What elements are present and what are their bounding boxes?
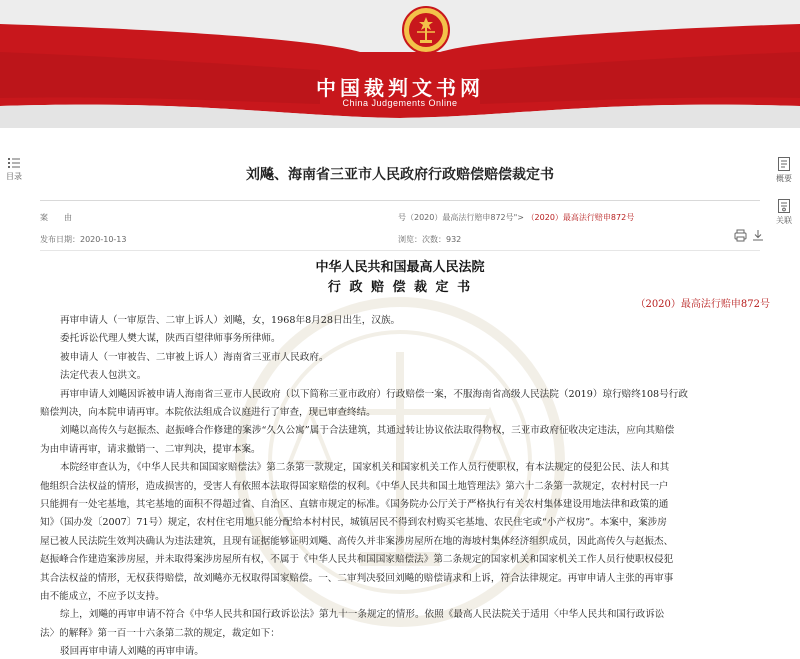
document-body-paragraphs [40,386,765,659]
reference-text [398,212,634,223]
document-title: 刘飚、海南省三亚市人民政府行政赔偿赔偿裁定书 [246,167,554,183]
body-line: 其合法权益的情形，无权获得赔偿，故刘飚亦无权取得国家赔偿。一、二审判决驳回刘飚的赔偿请求和上诉，符合法律规定。再审申请人主张的再审事 [40,572,674,584]
site-banner [0,0,800,128]
related-label: 关联 [776,216,792,225]
toc-label: 目录 [6,172,22,181]
print-icon[interactable] [735,230,746,241]
document-kind: 行 政 赔 偿 裁 定 书 [327,280,473,295]
view-count: 浏览：次数：932 [398,235,462,244]
site-subtitle: China Judgements Online [342,98,458,108]
body-line: 法〉的解释》第一百一十六条第二款的规定，裁定如下： [40,627,280,639]
meta-row-cause [40,212,760,228]
body-line: 委托诉讼代理人樊大谋，陕西百望律师事务所律师。 [60,333,281,345]
reference-case-number: （2020）最高法行赔申872号 [526,213,635,222]
summary-icon [776,156,792,172]
left-sidebar [3,156,25,196]
reference-raw: 号（2020）最高法行赔申872号"> [398,213,525,222]
case-number: （2020）最高法行赔申872号 [635,299,770,310]
body-line: 赔偿判决，向本院申请再审。本院依法组成合议庭进行了审查，现已审查终结。 [40,407,376,418]
summary-button[interactable] [770,156,798,184]
meta-divider [40,250,760,251]
document-tools [733,227,767,241]
court-emblem-icon [402,4,450,56]
body-line: 驳回再审申请人刘飚的再审申请。 [60,646,204,658]
body-line: 综上，刘飚的再审申请不符合《中华人民共和国行政诉讼法》第九十一条规定的情形。依照《最高人民法院关于适用〈中华人民共和国行政诉讼 [60,609,665,621]
title-divider [40,200,760,201]
site-title[interactable]: 中国裁判文书网 [316,76,484,100]
summary-label: 概要 [776,174,792,183]
right-sidebar [770,156,798,240]
body-line: 屋已被人民法院生效判决确认为违法建筑，且现有证据能够证明刘飚、高传久并非案涉房屋所在地的海坡村集体经济组织成员，因此高传久与赵振杰、 [40,535,674,547]
body-line: 只能拥有一处宅基地，其宅基地的面积不得超过省、自治区、直辖市规定的标准。《国务院办公厅关于严格执行有关农村集体建设用地法律和政策的通 [40,499,669,511]
related-icon [776,198,792,214]
toc-button[interactable] [3,156,25,182]
body-line: 知》（国办发〔2007〕71号）规定，农村住宅用地只能分配给本村村民，城镇居民不得到农村购买宅基地、农民住宅或“小产权房”。本案中，案涉房 [40,517,667,529]
body-line: 本院经审查认为，《中华人民共和国国家赔偿法》第二条第一款规定，国家机关和国家机关工作人员行使职权，有本法规定的侵犯公民、法人和其 [60,462,670,474]
document-body [60,312,765,386]
body-line: 被申请人（一审被告、二审被上诉人）海南省三亚市人民政府。 [60,351,329,363]
body-line: 再审申请人（一审原告、二审上诉人）刘飚，女，1968年8月28日出生，汉族。 [60,315,401,326]
body-line: 赵振峰合作建造案涉房屋，并未取得案涉房屋所有权，不属于《中华人民共和国国家赔偿法》第二条规定的国家机关和国家机关工作人员行使职权侵犯 [40,554,674,566]
download-icon[interactable] [753,230,763,240]
related-button[interactable] [770,198,798,226]
body-line: 由不能成立，不应予以支持。 [40,591,165,603]
body-line: 刘飚以高传久与赵振杰、赵振峰合作修建的案涉“久久公寓”属于合法建筑，其通过转让协议依法取得物权，三亚市政府征收决定违法，应向其赔偿 [60,425,675,437]
court-name: 中华人民共和国最高人民法院 [315,260,485,275]
body-line: 再审申请人刘飚因诉被申请人海南省三亚市人民政府（以下简称三亚市政府）行政赔偿一案，不服海南省高级人民法院（2019）琼行赔终108号行政 [60,388,688,400]
body-line: 为由申请再审，请求撤销一、二审判决，提审本案。 [40,443,261,455]
banner-background [0,0,800,128]
body-line: 他组织合法权益的情形，造成损害的，受害人有依照本法取得国家赔偿的权利。《中华人民共和国土地管理法》第六十二条第一款规定，农村村民一户 [40,480,669,492]
cause-label: 案 由 [40,213,72,222]
body-line: 法定代表人包洪文。 [60,370,147,382]
list-icon [7,156,21,170]
document-tool-icons [733,228,767,242]
meta-row-date [40,234,760,250]
publish-date: 发布日期：2020-10-13 [40,235,127,244]
